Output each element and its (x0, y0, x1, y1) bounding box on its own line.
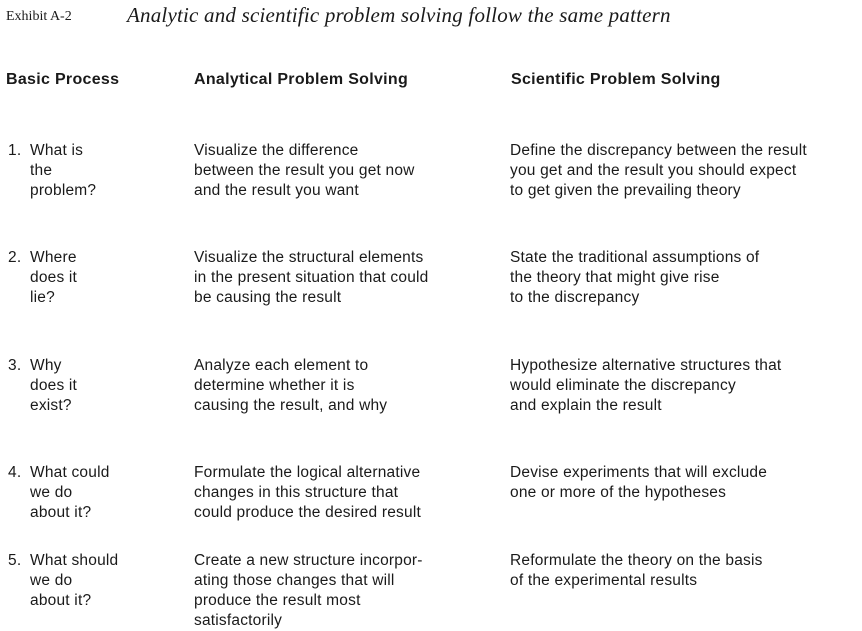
header-analytical-problem-solving: Analytical Problem Solving (194, 71, 409, 88)
scientific-cell: Reformulate the theory on the basis of the experimental results (510, 552, 763, 589)
step-number: 4. (8, 464, 22, 481)
exhibit-title: Analytic and scientific problem solving follow the same pattern (127, 3, 671, 27)
analytical-cell: Visualize the structural elements in the present situation that could be causing the result (194, 249, 429, 306)
analytical-cell: Visualize the difference between the result you get now and the result you want (194, 142, 415, 199)
step-number: 2. (8, 249, 22, 266)
analytical-cell: Create a new structure incorpor- ating those changes that will produce the result most satisfactorily (194, 552, 423, 629)
scientific-cell: Devise experiments that will exclude one or more of the hypotheses (510, 464, 768, 501)
scientific-cell: Hypothesize alternative structures that would eliminate the discrepancy and explain the result (510, 357, 782, 414)
step-question: Why does it exist? (30, 357, 78, 414)
scientific-cell: Define the discrepancy between the result you get and the result you should expect to get given the prevailing theory (510, 142, 807, 199)
header-scientific-problem-solving: Scientific Problem Solving (511, 71, 721, 88)
step-number: 3. (8, 357, 22, 374)
step-number: 1. (8, 142, 22, 159)
header-basic-process: Basic Process (6, 71, 120, 88)
analytical-cell: Formulate the logical alternative changes in this structure that could produce the desired result (194, 464, 421, 521)
step-question: What is the problem? (30, 142, 97, 199)
step-question: Where does it lie? (30, 249, 78, 306)
step-number: 5. (8, 552, 22, 569)
scientific-cell: State the traditional assumptions of the theory that might give rise to the discrepancy (510, 249, 760, 306)
step-question: What should we do about it? (30, 552, 119, 609)
exhibit-label: Exhibit A-2 (6, 9, 72, 24)
analytical-cell: Analyze each element to determine whether it is causing the result, and why (194, 357, 388, 414)
step-question: What could we do about it? (30, 464, 110, 521)
